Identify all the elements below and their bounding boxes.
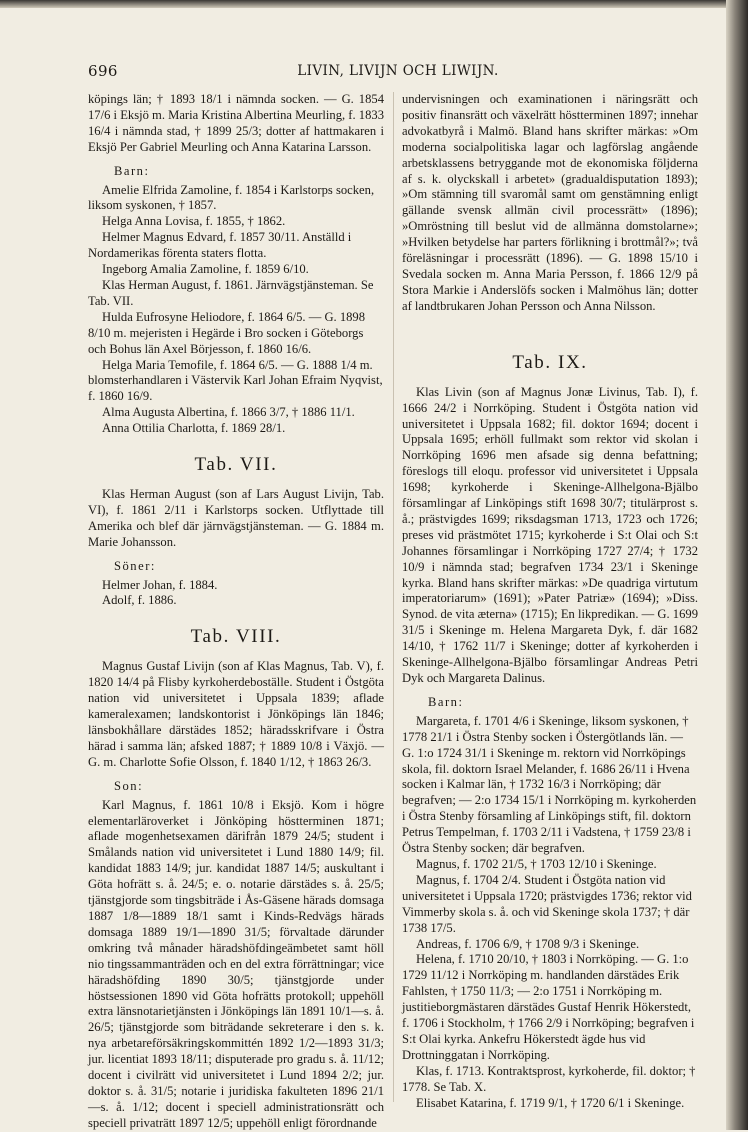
child-entry: Hulda Eufrosyne Heliodore, f. 1864 6/5. — G. 1898 8/10 m. mejeristen i Hegärde i Bro socken i Göteborgs och Bohus län Axel Börjesson, f. 1860 16/6. [88,309,366,356]
child-entry: Helga Maria Temofile, f. 1864 6/5. — G. 1888 1/4 m. blomsterhandlaren i Västervik Karl Johan Efraim Nyqvist, f. 1860 16/9. [88,357,383,404]
child-entry: Magnus, f. 1704 2/4. Student i Östgöta nation vid universitetet i Uppsala 1720; prästvigdes 1736; rektor vid Vimmerby skola s. å. och vid Skeninge skola 1737; † där 1738 17/5. [402,872,692,935]
tab-heading-vii: Tab. VII. [194,454,278,476]
child-entry: Klas, f. 1713. Kontraktsprost, kyrkoherde, fil. doktor; † 1778. Se Tab. X. [402,1063,696,1094]
child-entry: Magnus, f. 1702 21/5, † 1703 12/10 i Skeninge. [416,856,657,871]
paragraph: undervisningen och examinationen i näringsrätt och positiv finansrätt och växelrätt höstterminen 1897; innehar advokatbyrå i Malmö. Bland hans skrifter märkas: »Om moderna socialpolitiska lagar och lagförslag angående arbetsklassens betryggande mot de ekonomiska följderna af s. k. olyckskall i arbetet» (gradualdisputation 1893); »Om stämning till svaromål samt om genstämning enligt gällande svensk allmän civil processrätt» (1896); »Omröstning till beslut vid de allmänna domstolarne»; »Hvilken betydelse har parters förlikning i brottmål?»; två föreläsningar i processrätt (1896). — G. 1898 15/10 i Svedala socken m. Anna Maria Persson, f. 1866 12/9 på Stora Markie i Anderslöfs socken i Malmöhus län; dotter af landtbrukaren Johan Persson och Anna Nilsson. [402,92,698,313]
paragraph: Magnus Gustaf Livijn (son af Klas Magnus, Tab. V), f. 1820 14/4 på Flisby kyrkoherdeboställe. Student i Östgöta nation vid universitetet i Uppsala 1839; aflade kameralexamen; landskontorist i Jönköpings län 1846; länsbokhållare därstädes 1852; häradsskrifvare i Östra härad i samma län; afsked 1887; † 1889 10/8 i Växjö. — G. m. Charlotte Sofie Olsson, f. 1840 1/12, † 1863 26/3. [88,659,384,769]
child-entry: Helmer Johan, f. 1884. [102,577,218,592]
paragraph: Klas Herman August (son af Lars August Livijn, Tab. VI), f. 1861 2/11 i Karlstorps socken. Utflyttade till Amerika och blef där järnvägstjänsteman. — G. 1884 m. Marie Johansson. [88,487,384,549]
child-entry: Klas Herman August, f. 1861. Järnvägstjänsteman. Se Tab. VII. [88,277,374,308]
child-entry: Alma Augusta Albertina, f. 1866 3/7, † 1886 11/1. [102,405,355,420]
column-divider [393,92,394,1102]
child-entry: Andreas, f. 1706 6/9, † 1708 9/3 i Skeninge. [416,936,640,951]
section-heading-son: Son: [114,778,144,793]
book-binding-edge [726,0,748,1130]
page-header [88,62,708,84]
section-heading-soner: Söner: [114,558,156,573]
child-entry: Elisabet Katarina, f. 1719 9/1, † 1720 6/1 i Skeninge. [416,1095,685,1110]
section-heading-barn: Barn: [428,694,464,709]
child-entry: Amelie Elfrida Zamoline, f. 1854 i Karlstorps socken, liksom syskonen, † 1857. [88,182,375,213]
child-entry: Adolf, f. 1886. [102,593,177,608]
child-entry: Anna Ottilia Charlotta, f. 1869 28/1. [102,421,286,436]
child-entry: Helga Anna Lovisa, f. 1855, † 1862. [102,214,286,229]
tab-heading-ix: Tab. IX. [512,351,588,373]
section-heading-barn: Barn: [114,163,150,178]
tab-heading-viii: Tab. VIII. [190,626,282,648]
child-entry: Ingeborg Amalia Zamoline, f. 1859 6/10. [102,262,309,277]
paragraph: köpings län; † 1893 18/1 i nämnda socken. — G. 1854 17/6 i Eksjö m. Maria Kristina Albertina Meurling, f. 1833 16/4 i nämnda stad, † 1899 25/3; dotter af hattmakaren i Eksjö Per Gabriel Meurling och Anna Katarina Larsson. [88,92,384,154]
child-entry: Helena, f. 1710 20/10, † 1803 i Norrköping. — G. 1:o 1729 11/12 i Norrköping m. handlanden därstädes Erik Fahlsten, † 1750 11/3; — 2:o 1751 i Norrköping m. justitieborgmästaren därstädes Gustaf Henrik Hökerstedt, f. 1706 i Stockholm, † 1766 2/9 i Norrköping; begrafven i S:t Olai kyrka. Ankefru Hökerstedt ägde hus vid Drottninggatan i Norrköping. [402,952,695,1062]
left-column [88,92,384,1132]
paragraph: Karl Magnus, f. 1861 10/8 i Eksjö. Kom i högre elementarläroverket i Jönköping höstterminen 1871; aflade mogenhetsexamen därifrån 1879 24/5; student i Smålands nation vid universitetet i Lund 1880 14/9; fil. kandidat 1883 14/9; jur. kandidat 1887 14/5; auskultant i Göta hofrätt s. å. 24/5; e. o. notarie därstädes s. å. 25/5; tjänstgjorde som tingsbiträde i Ås-Gäsene härads domsaga 1887 1/8—1889 18/1 samt i Kinds-Redvägs härads domsaga 1889 19/1—1890 31/5; förvaltade därunder omkring två månader häradshöfdingeämbetet samt höll nio tingssammanträden och en del extra förrättningar; vice häradshöfding 1890 30/5; tjänstgjorde under höstsessionen 1890 vid Göta hofrätts protokoll; uppehöll extra länsnotarietjänsten i Jönköpings län 1891 10/1—s. å. 26/5; tjänstgjorde som biträdande sekreterare i den s. k. nya arbetareförsäkringskommittén 1892 1/2—1893 31/3; jur. licentiat 1893 18/11; disputerade pro gradu s. å. 11/12; docent i civilrätt vid universitetet i Lund 1894 2/2; jur. doktor s. å. 31/5; notarie i juridiska fakulteten 1896 21/1—s. å. 1/12; docent i speciell administrationsrätt och speciell privaträtt 1897 12/5; uppehöll enligt förordnande [88,797,384,1130]
child-entry: Helmer Magnus Edvard, f. 1857 30/11. Anställd i Nordamerikas förenta staters flotta. [88,230,352,261]
page-number: 696 [88,62,118,80]
child-entry: Margareta, f. 1701 4/6 i Skeninge, liksom syskonen, † 1778 21/1 i Östra Stenby socken i Östergötlands län. — G. 1:o 1724 31/1 i Skeninge m. rektorn vid Norrköpings skola, fil. doktorn Israel Melander, f. 1686 26/11 i Hvena socken i Kalmar län, † 1732 16/3 i Norrköping; där begrafven; — 2:o 1734 15/1 i Norrköping m. kyrkoherden i Östra Stenby församling af Linköpings stift, fil. doktorn Petrus Tempelman, f. 1703 2/11 i Vadstena, † 1759 23/8 i Östra Stenby socken; där begrafven. [402,713,697,856]
page-top-edge [0,0,748,8]
running-head: LIVIN, LIVIJN OCH LIWIJN. [297,63,499,79]
right-column [402,92,698,1111]
paragraph: Klas Livin (son af Magnus Jonæ Livinus, Tab. I), f. 1666 24/2 i Norrköping. Student i Östgöta nation vid universitetet i Uppsala 1682; fil. doktor 1694; docent i Uppsala 1695; erhöll fullmakt som rektor vid skolan i Norrköping 1696 men afsade sig denna befattning; föreslogs till eloqu. professor vid universitetet i Uppsala 1698; kyrkoherde i Skeninge-Allhelgona-Bjälbo församlingar af Linköpings stift 1698 30/7; titulärprost s. å.; prästvigdes 1699; riksdagsman 1713, 1723 och 1726; preses vid prästmötet 1715; kyrkoherde i S:t Olai och S:t Johannes församlingar i Norrköping 1727 27/4; † 1732 10/9 i nämnda stad; begrafven 1734 23/1 i Skeninge kyrka. Bland hans skrifter märkas: »De quadriga virtutum imperatoriarum» (1691); »Pater Patriæ» (1694); »Diss. Synod. de vita æterna» (1715); En likpredikan. — G. 1699 31/5 i Skeninge m. Helena Margareta Dyk, f. där 1682 14/10, † 1762 11/7 i Skeninge; dotter af kyrkoherden i Skeninge-Allhelgona-Bjälbo församlingar Andreas Petri Dyk och Margareta Dalinus. [402,384,698,685]
